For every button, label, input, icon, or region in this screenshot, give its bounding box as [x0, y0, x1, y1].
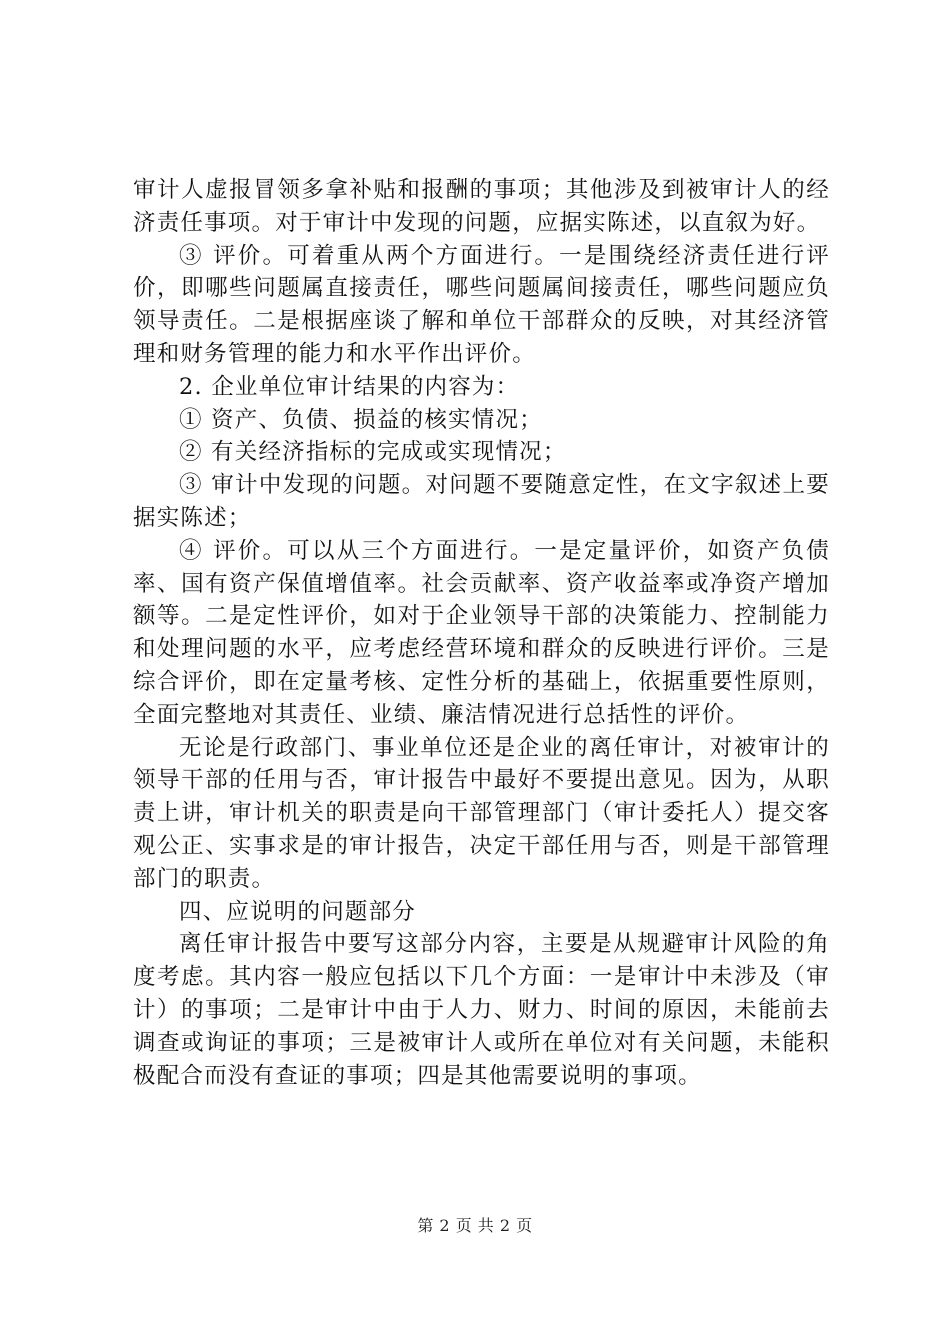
paragraph-continued-items: 审计人虚报冒领多拿补贴和报酬的事项；其他涉及到被审计人的经济责任事项。对于审计中发现的问题，应据实陈述，以直叙为好。: [133, 177, 830, 236]
paragraph-appointment-note: 无论是行政部门、事业单位还是企业的离任审计，对被审计的领导干部的任用与否，审计报告中最好不要提出意见。因为，从职责上讲，审计机关的职责是向干部管理部门（审计委托人）提交客观公正、实事求是的审计报告，决定干部任用与否，则是干部管理部门的职责。: [133, 734, 830, 892]
page-footer: [0, 1216, 950, 1236]
paragraph-enterprise-heading: 2. 企业单位审计结果的内容为：: [179, 373, 520, 400]
paragraph-evaluation-admin: ③ 评价。可着重从两个方面进行。一是围绕经济责任进行评价，即哪些问题属直接责任，哪些问题属间接责任，哪些问题应负领导责任。二是根据座谈了解和单位干部群众的反映，对其经济管理和财务管理的能力和水平作出评价。: [133, 242, 830, 367]
page-number-label: 第 2 页 共 2 页: [417, 1216, 533, 1235]
paragraph-item-evaluation: ④ 评价。可以从三个方面进行。一是定量评价，如资产负债率、国有资产保值增值率。社会贡献率、资产收益率或净资产增加额等。二是定性评价，如对于企业领导干部的决策能力、控制能力和处理问题的水平，应考虑经营环境和群众的反映进行评价。三是综合评价，即在定量考核、定性分析的基础上，依据重要性原则，全面完整地对其责任、业绩、廉洁情况进行总括性的评价。: [133, 537, 830, 728]
paragraph-explanation-section: 离任审计报告中要写这部分内容，主要是从规避审计风险的角度考虑。其内容一般应包括以下几个方面：一是审计中未涉及（审计）的事项；二是审计中由于人力、财力、时间的原因，未能前去调查或询证的事项；三是被审计人或所在单位对有关问题，未能积极配合而没有查证的事项；四是其他需要说明的事项。: [133, 931, 830, 1089]
document-body: [133, 174, 830, 1092]
paragraph-item-problems: ③ 审计中发现的问题。对问题不要随意定性，在文字叙述上要据实陈述；: [133, 472, 830, 531]
section-heading-four: 四、应说明的问题部分: [179, 898, 417, 925]
paragraph-item-indicators: ② 有关经济指标的完成或实现情况；: [179, 439, 567, 466]
paragraph-item-assets: ① 资产、负债、损益的核实情况；: [179, 406, 543, 433]
